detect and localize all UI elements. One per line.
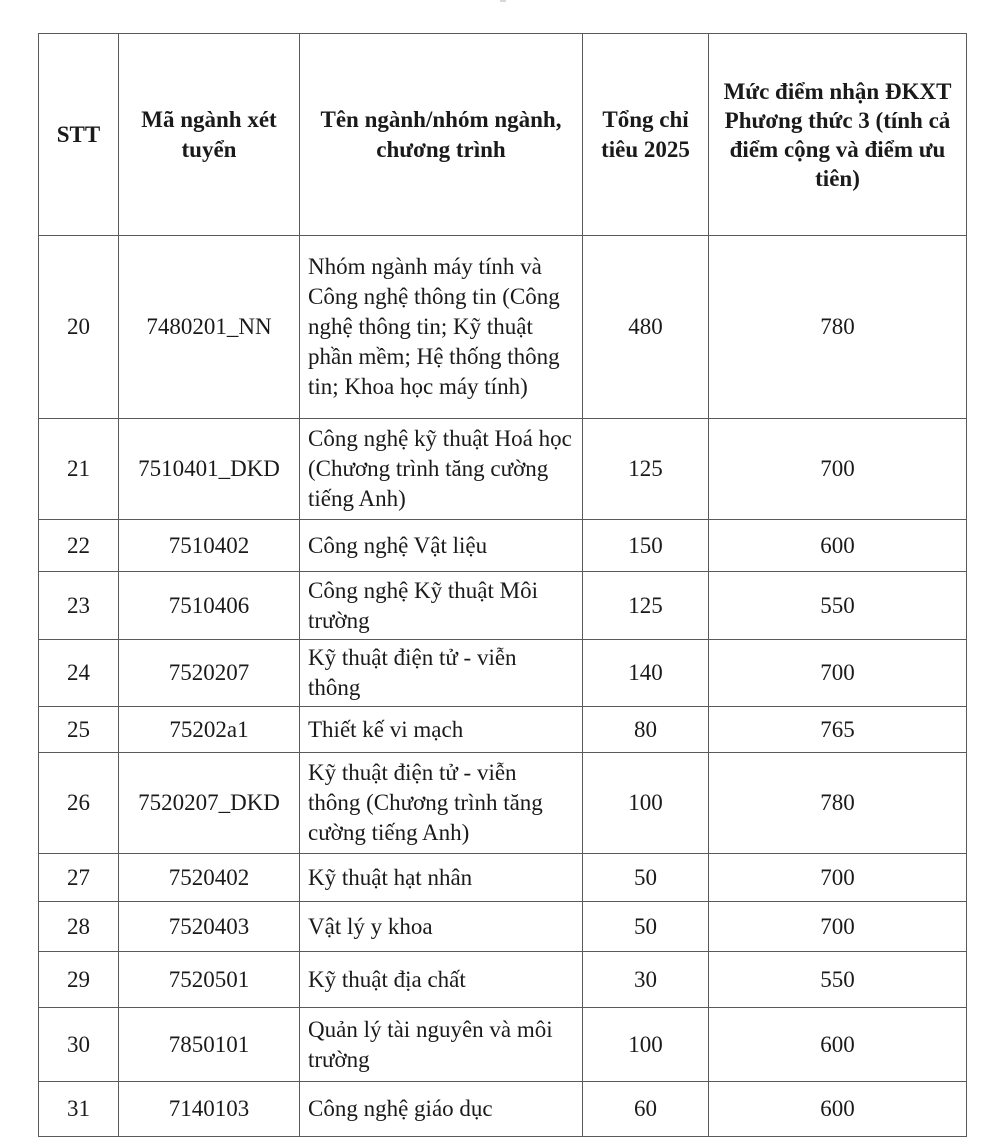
cell-quota: 30 [583,952,709,1008]
cell-stt: 28 [39,902,119,952]
header-score: Mức điểm nhận ĐKXT Phương thức 3 (tính cả điểm cộng và điểm ưu tiên) [709,34,967,236]
cell-name: Kỹ thuật hạt nhân [300,854,583,902]
cell-score: 765 [709,707,967,753]
cell-stt: 22 [39,520,119,572]
cell-code: 7520501 [119,952,300,1008]
scan-mark [500,0,506,2]
cell-name: Kỹ thuật địa chất [300,952,583,1008]
header-name: Tên ngành/nhóm ngành, chương trình [300,34,583,236]
cell-quota: 100 [583,753,709,854]
table-row [39,854,967,902]
table-row [39,952,967,1008]
cell-name: Vật lý y khoa [300,902,583,952]
table-row [39,902,967,952]
header-quota: Tổng chỉ tiêu 2025 [583,34,709,236]
cell-code: 7850101 [119,1008,300,1082]
cell-score: 700 [709,854,967,902]
cell-code: 7480201_NN [119,236,300,419]
cell-quota: 50 [583,854,709,902]
cell-quota: 100 [583,1008,709,1082]
cell-name: Công nghệ Vật liệu [300,520,583,572]
cell-code: 7140103 [119,1082,300,1137]
table-row [39,236,967,419]
cell-stt: 23 [39,572,119,640]
table-row [39,1082,967,1137]
cell-name: Kỹ thuật điện tử - viễn thông [300,640,583,707]
cell-code: 7510406 [119,572,300,640]
cell-score: 700 [709,419,967,520]
cell-score: 600 [709,1008,967,1082]
table-row [39,419,967,520]
cell-code: 7520403 [119,902,300,952]
cell-stt: 20 [39,236,119,419]
header-code: Mã ngành xét tuyển [119,34,300,236]
cell-name: Thiết kế vi mạch [300,707,583,753]
cell-stt: 21 [39,419,119,520]
cell-name: Nhóm ngành máy tính và Công nghệ thông tin (Công nghệ thông tin; Kỹ thuật phần mềm; Hệ thống thông tin; Khoa học máy tính) [300,236,583,419]
cell-code: 7520207_DKD [119,753,300,854]
cell-score: 600 [709,1082,967,1137]
cell-score: 550 [709,572,967,640]
table-row [39,640,967,707]
cell-score: 780 [709,753,967,854]
cell-code: 7520207 [119,640,300,707]
header-row [39,34,967,236]
table-row [39,707,967,753]
table-row [39,753,967,854]
table-row [39,572,967,640]
cell-name: Quản lý tài nguyên và môi trường [300,1008,583,1082]
cell-stt: 26 [39,753,119,854]
cell-stt: 27 [39,854,119,902]
cell-code: 7510401_DKD [119,419,300,520]
cell-stt: 24 [39,640,119,707]
cell-name: Công nghệ kỹ thuật Hoá học (Chương trình tăng cường tiếng Anh) [300,419,583,520]
header-stt: STT [39,34,119,236]
cell-stt: 31 [39,1082,119,1137]
cell-name: Kỹ thuật điện tử - viễn thông (Chương trình tăng cường tiếng Anh) [300,753,583,854]
cell-code: 75202a1 [119,707,300,753]
cell-score: 700 [709,902,967,952]
cell-quota: 80 [583,707,709,753]
table-row [39,1008,967,1082]
cell-quota: 480 [583,236,709,419]
cell-code: 7520402 [119,854,300,902]
cell-quota: 125 [583,419,709,520]
table-row [39,520,967,572]
cell-score: 550 [709,952,967,1008]
cell-quota: 140 [583,640,709,707]
cell-score: 700 [709,640,967,707]
cell-name: Công nghệ giáo dục [300,1082,583,1137]
cell-stt: 25 [39,707,119,753]
cell-quota: 125 [583,572,709,640]
admissions-table [38,33,967,1137]
cell-name: Công nghệ Kỹ thuật Môi trường [300,572,583,640]
cell-score: 780 [709,236,967,419]
cell-code: 7510402 [119,520,300,572]
cell-quota: 50 [583,902,709,952]
cell-score: 600 [709,520,967,572]
cell-quota: 60 [583,1082,709,1137]
cell-stt: 29 [39,952,119,1008]
cell-quota: 150 [583,520,709,572]
cell-stt: 30 [39,1008,119,1082]
